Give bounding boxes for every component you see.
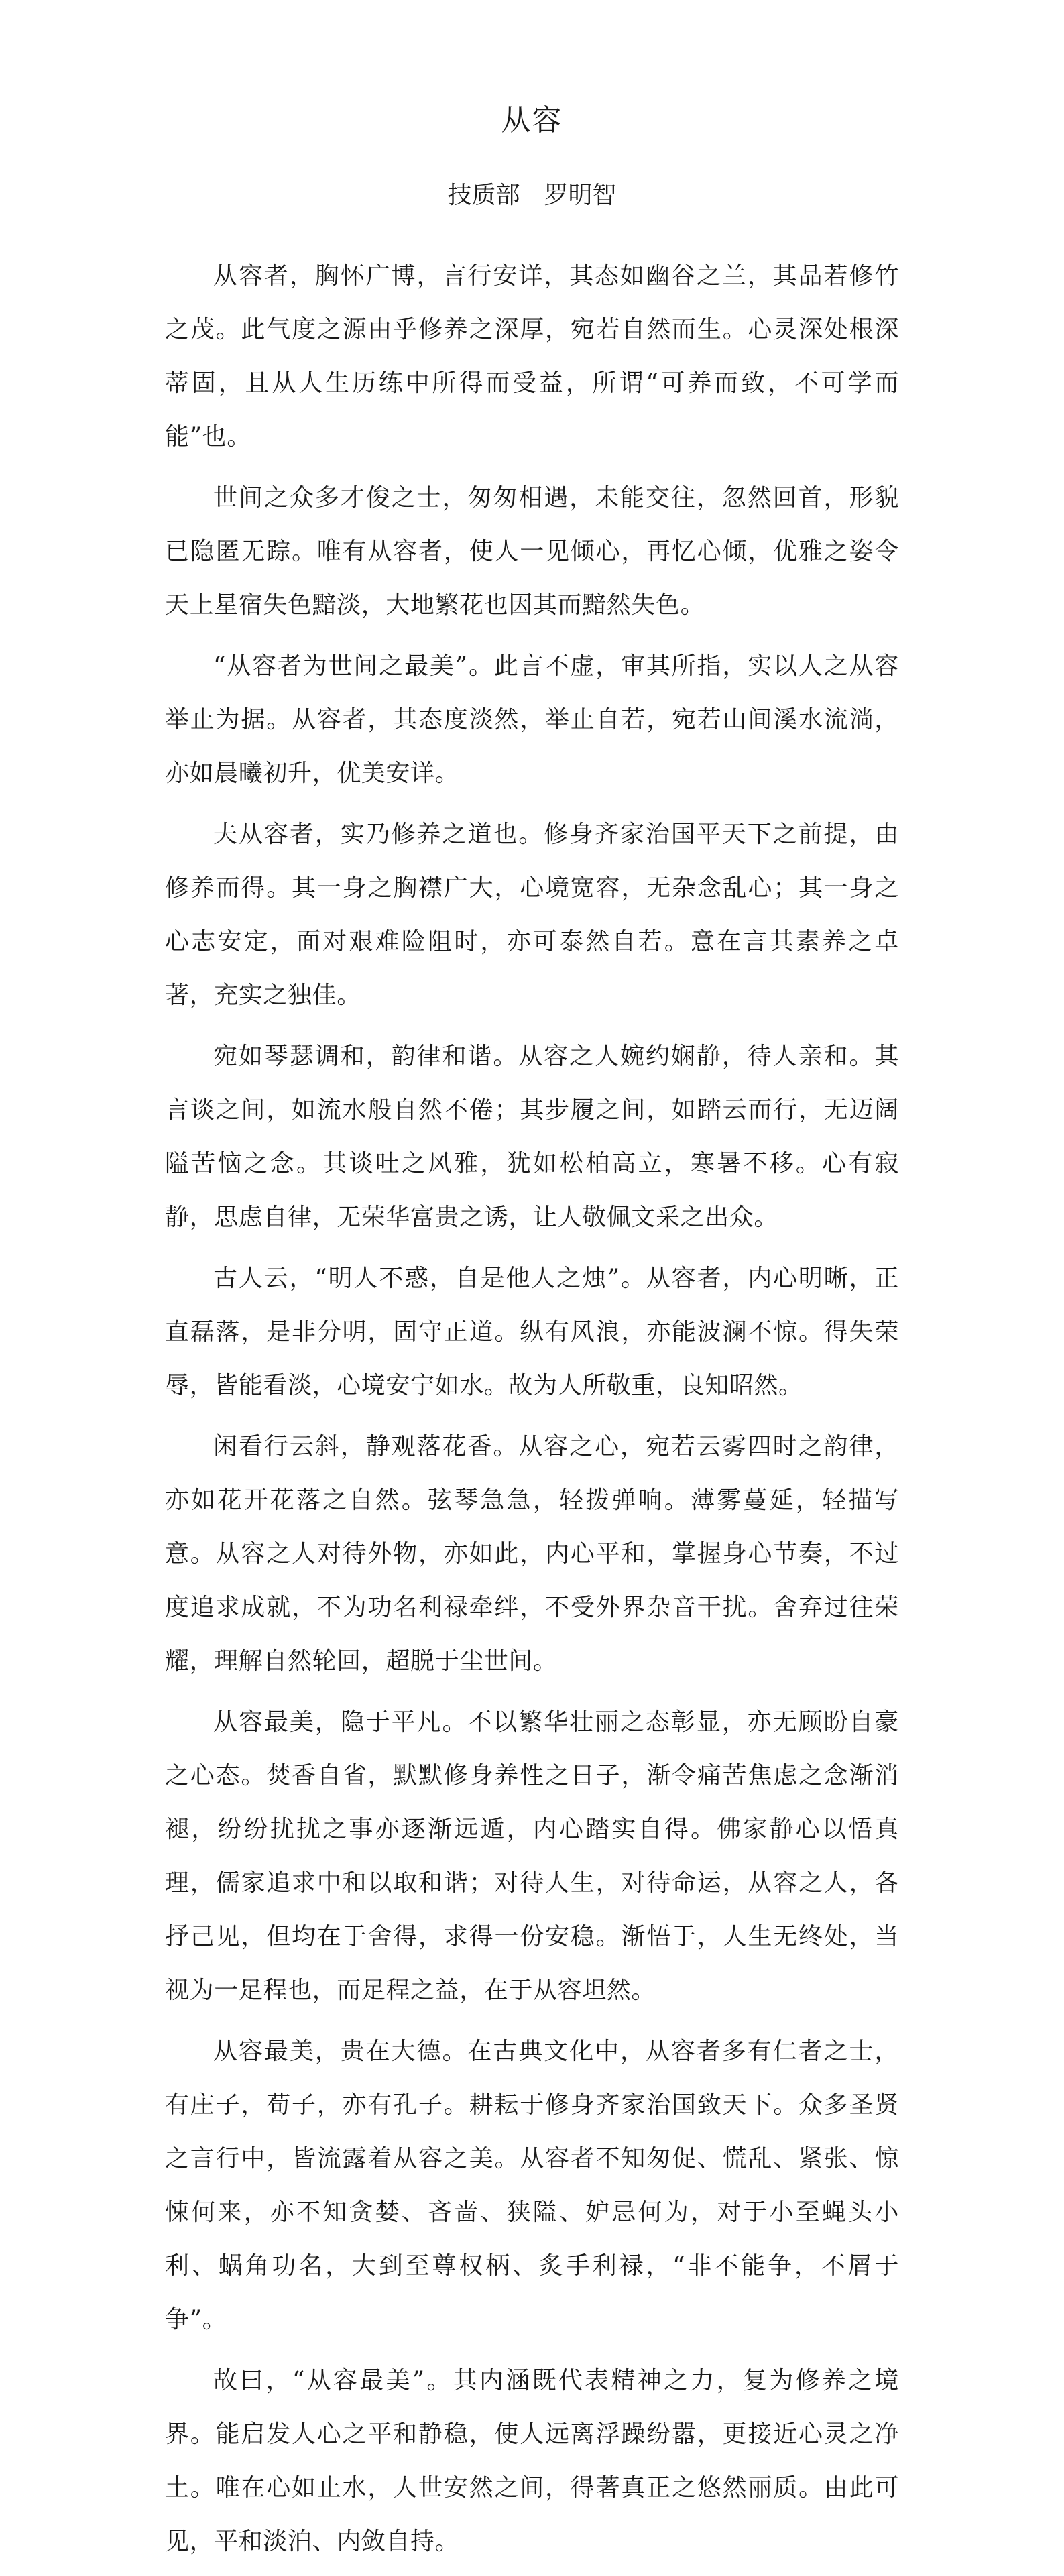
article-body: [165, 249, 899, 2576]
paragraph: 故曰，“从容最美”。其内涵既代表精神之力，复为修养之境界。能启发人心之平和静稳，使人远离浮躁纷嚣，更接近心灵之净土。唯在心如止水，人世安然之间，得著真正之悠然丽质。由此可见，平和淡泊、内敛自持。: [165, 2367, 899, 2555]
paragraph: 宛如琴瑟调和，韵律和谐。从容之人婉约娴静，待人亲和。其言谈之间，如流水般自然不倦；其步履之间，如踏云而行，无迈阔隘苦恼之念。其谈吐之风雅，犹如松柏高立，寒暑不移。心有寂静，思虑自律，无荣华富贵之诱，让人敬佩文采之出众。: [165, 1043, 899, 1231]
paragraph: 世间之众多才俊之士，匆匆相遇，未能交往，忽然回首，形貌已隐匿无踪。唯有从容者，使人一见倾心，再忆心倾，优雅之姿令天上星宿失色黯淡，大地繁花也因其而黯然失色。: [165, 484, 899, 619]
byline: [0, 180, 1064, 212]
paragraph: 闲看行云斜，静观落花香。从容之心，宛若云雾四时之韵律，亦如花开花落之自然。弦琴急急，轻拨弹响。薄雾蔓延，轻描写意。从容之人对待外物，亦如此，内心平和，掌握身心节奏，不过度追求成就，不为功名利禄牵绊，不受外界杂音干扰。舍弃过往荣耀，理解自然轮回，超脱于尘世间。: [165, 1433, 899, 1675]
paragraph: 古人云，“明人不惑，自是他人之烛”。从容者，内心明晰，正直磊落，是非分明，固守正道。纵有风浪，亦能波澜不惊。得失荣辱，皆能看淡，心境安宁如水。故为人所敬重，良知昭然。: [165, 1265, 899, 1399]
paragraph: 从容最美，贵在大德。在古典文化中，从容者多有仁者之士，有庄子，荀子，亦有孔子。耕耘于修身齐家治国致天下。众多圣贤之言行中，皆流露着从容之美。从容者不知匆促、慌乱、紧张、惊悚何来，亦不知贪婪、吝啬、狭隘、妒忌何为，对于小至蝇头小利、蜗角功名，大到至尊权柄、炙手利禄，“非不能争，不屑于争”。: [165, 2038, 899, 2333]
paragraph: 从容最美，隐于平凡。不以繁华壮丽之态彰显，亦无顾盼自豪之心态。焚香自省，默默修身养性之日子，渐令痛苦焦虑之念渐消褪，纷纷扰扰之事亦逐渐远遁，内心踏实自得。佛家静心以悟真理，儒家追求中和以取和谐；对待人生，对待命运，从容之人，各抒己见，但均在于舍得，求得一份安稳。渐悟于，人生无终处，当视为一足程也，而足程之益，在于从容坦然。: [165, 1708, 899, 2004]
department-name: 技质部: [447, 182, 520, 209]
paragraph: “从容者为世间之最美”。此言不虚，审其所指，实以人之从容举止为据。从容者，其态度淡然，举止自若，宛若山间溪水流淌，亦如晨曦初升，优美安详。: [165, 652, 899, 787]
article-title: 从容: [501, 103, 563, 137]
paragraph: 从容者，胸怀广博，言行安详，其态如幽谷之兰，其品若修竹之茂。此气度之源由乎修养之深厚，宛若自然而生。心灵深处根深蒂固，且从人生历练中所得而受益，所谓“可养而致，不可学而能”也。: [165, 262, 899, 451]
paragraph: 夫从容者，实乃修养之道也。修身齐家治国平天下之前提，由修养而得。其一身之胸襟广大，心境宽容，无杂念乱心；其一身之心志安定，面对艰难险阻时，亦可泰然自若。意在言其素养之卓著，充实之独佳。: [165, 821, 899, 1009]
author-name: 罗明智: [544, 182, 617, 209]
